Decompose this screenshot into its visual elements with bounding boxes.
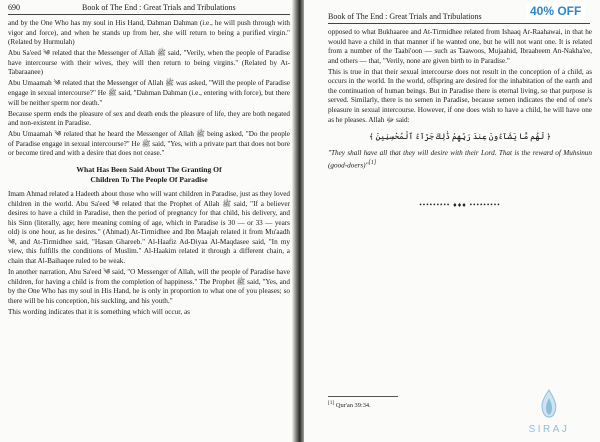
arabic-verse: ﴿ لَهُم مَّا يَشَآءُونَ عِندَ رَبِّهِمْ ذَٰلِكَ جَزَآءُ ٱلْمُحْسِنِينَ ﴾ (368, 132, 552, 142)
paragraph: opposed to what Bukhaaree and At-Tirmidhee related from Ishaaq Ar-Raahawai, in that he would have a child in that manner if he wanted one, but he will not want one. It is related from a number of the Taabi'oon — such as Taawoos, Mujaahid, Ibraaheem An-Nakha'ee, and others — that, "Verily, none are given birth to in Paradise." (328, 28, 592, 65)
right-page (304, 0, 600, 442)
paragraph: Abu Umaamah ༄ related that he heard the Messenger of Allah ﷺ being asked, "Do the people of Paradise engage in sexual intercourse?" He ﷺ said, "Yes, with a private part that does not bore or become tired and with a desire that does not cease." (8, 130, 290, 158)
footnote (328, 400, 371, 409)
left-header-rule (8, 14, 290, 15)
verse-translation-text: "They shall have all that they will desire with their Lord. That is the reward of Muhsinun (good-doers)" (328, 149, 592, 169)
footnote-marker: [1] (328, 400, 335, 406)
verse-translation (328, 149, 592, 170)
right-header-rule (328, 23, 590, 24)
footnote-reference: [1] (368, 159, 377, 166)
paragraph: and by the One Who has my soul in His Hand, Dahman Dahman (i.e., he will push through with vigor and force), and when he stands up from her, she will return to being a purified virgin." (Related by Hurmulah) (8, 19, 290, 47)
left-text-column (8, 19, 290, 319)
left-header-title: Book of The End : Great Trials and Tribulations (82, 3, 236, 12)
watermark-text: SIRAJ (528, 424, 570, 435)
section-heading-line: Children To The People Of Paradise (90, 175, 208, 185)
paragraph: Imam Ahmad related a Hadeeth about those who will want children in Paradise, just as they loved children in the world. Abu Sa'eed ༄ related that the Prophet of Allah ﷺ said, "If a believer desires to have a child in Paradise, then the period of pregnancy for that child, his delivery, and his Sinn (literally, age; here meaning coming of age, which in Paradise is 30 — or 33 — years old) is one hour, as he desires." (Ahmad) At-Tirmidhee and Ibn Maajah related it from Mu'aadh ༄, and At-Tirmidhee said, "Hasan Ghareeb." Al-Haafiz Ad-Diyaa Al-Maqdasee said, "In my view, this fulfills the conditions of Muslim." Al-Haakim related it through a different chain, a chain that Al-Baihaqee ruled to be weak. (8, 190, 290, 265)
section-break-ornament: ••••••••• ♦♦♦ ••••••••• (419, 200, 501, 209)
page-number: 690 (8, 3, 20, 12)
footnote-rule (328, 396, 398, 397)
paragraph: In another narration, Abu Sa'eed ༄ said, "O Messenger of Allah, will the people of Paradise have children, for having a child is from the completion of happiness." The Prophet ﷺ said, "Yes, and by the One Who has my soul in His Hand, he is only in proportion to what one of you pleases; so there will be his conception, his suckling, and his youth." (8, 268, 290, 305)
paragraph: Abu Sa'eed ༄ related that the Messenger of Allah ﷺ said, "Verily, when the people of Paradise have intercourse with their wives, they will then return to being virgins." (Related by At-Tabaraanee) (8, 49, 290, 77)
section-heading (8, 165, 290, 185)
right-running-header: Book of The End : Great Trials and Tribulations (328, 12, 482, 21)
paragraph: This is true in that their sexual intercourse does not result in the conception of a child, as occurs in the world. In the world, offspring are desired for the inhabitation of the earth and the continuation of human beings. But in Paradise there is eternal living, so that purpose is served. Similarly, there is no semen in Paradise, because semen indicates the end of one's pleasure in sexual intercourse. However, if one does wish to have a child, he will have one as he pleases. Allah ﷻ said: (328, 67, 592, 124)
paragraph: Because sperm ends the pleasure of sex and death ends the pleasure of life, they are both negated and non-existent in Paradise. (8, 109, 290, 128)
left-page (0, 0, 296, 442)
discount-badge: 40% OFF (526, 3, 585, 19)
right-text-column (328, 28, 592, 210)
paragraph: This wording indicates that it is something which will occur, as (8, 307, 190, 316)
footnote-text: Qur'an 39:34. (335, 402, 371, 410)
section-heading-line: What Has Been Said About The Granting Of (76, 165, 222, 175)
flame-icon (522, 388, 576, 424)
siraj-watermark-logo (522, 388, 576, 440)
paragraph: Abu Umaamah ༄ related that the Messenger of Allah ﷺ was asked, "Will the people of Paradise engage in sexual intercourse?" He ﷺ said, "Dahman Dahman (i.e., entering with force), but there will be neither sperm nor death." (8, 79, 290, 107)
